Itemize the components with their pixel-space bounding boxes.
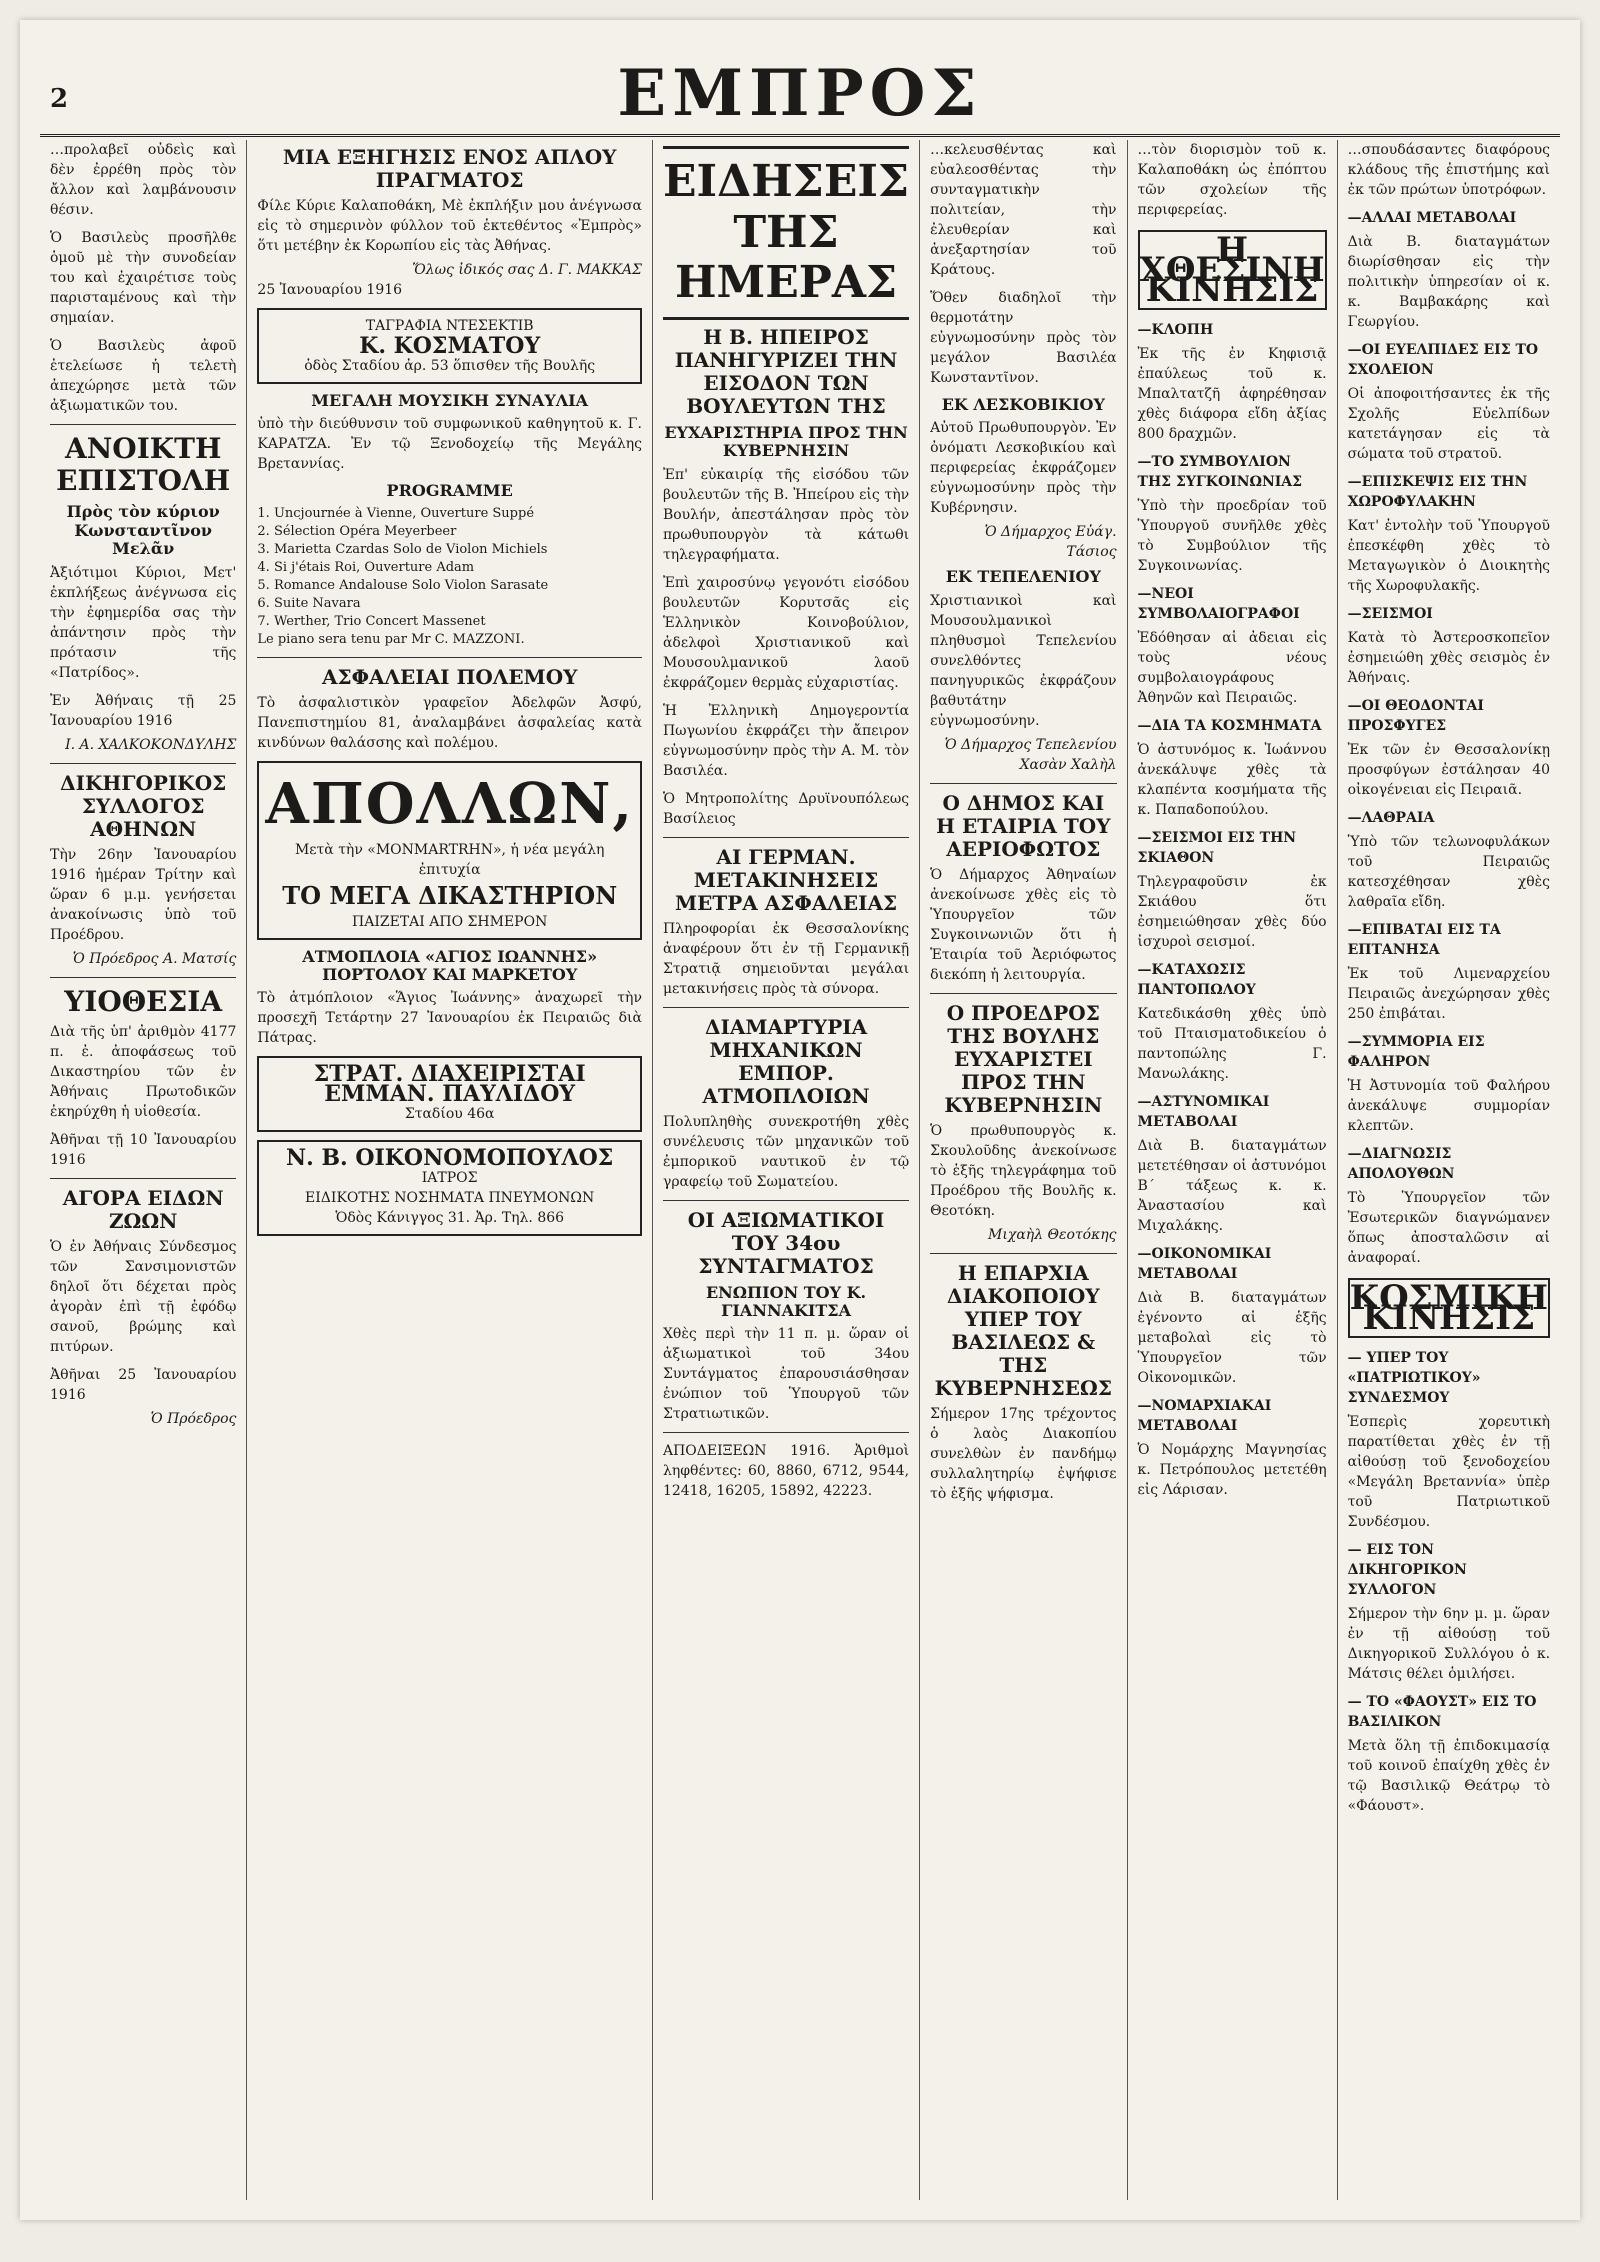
ad-doctor-address: Ὁδὸς Κάνιγγος 31. Ἀρ. Τηλ. 866 [335, 1210, 565, 1227]
article-text: Φίλε Κύριε Καλαποθάκη, Μὲ ἐκπλήξιν μου ἀνέγνωσα εἰς τὸ σημερινὸν φύλλον τοῦ ἐκτεθέντος «Ἐμπρὸς» ὅτι μετέβην ἐκ Κορωπίου εἰς τὰς Ἀθήνας. [257, 198, 642, 254]
headline-lawyers: ΔΙΚΗΓΟΡΙΚΟΣ ΣΥΛΛΟΓΟΣ ΑΘΗΝΩΝ [60, 770, 227, 841]
ad-name: Κ. ΚΟΣΜΑΤΟΥ [359, 333, 541, 359]
column-4 [920, 140, 1127, 2200]
ad-strat-title: ΣΤΡΑΤ. ΔΙΑΧΕΙΡΙΣΤΑΙ [313, 1061, 586, 1088]
article-text: Χθὲς περὶ τὴν 11 π. μ. ὥραν οἱ ἀξιωματικοὶ τοῦ 34ου Συντάγματος ἐπαρουσιάσθησαν ἐνώπιον τοῦ Ὑπουργοῦ τῶν Στρατιωτικῶν. [662, 1326, 910, 1423]
article-text: Ἐπ' εὐκαιρίᾳ τῆς εἰσόδου τῶν βουλευτῶν τῆς Β. Ἠπείρου εἰς τὴν Βουλήν, ἀπεστάλησαν πρὸς τὸν πρωθυπουργὸν τὰ κάτωθι τηλεγραφήματα. [662, 466, 910, 563]
article-date: Ἐν Ἀθήναις τῇ 25 Ἰανουαρίου 1916 [50, 692, 237, 729]
news-item-heading: —ΟΙ ΕΥΕΛΠΙΔΕΣ ΕΙΣ ΤΟ ΣΧΟΛΕΙΟΝ [1347, 342, 1539, 378]
article-signature: Ι. Α. ΧΑΛΚΟΚΟΝΔΥΛΗΣ [65, 736, 237, 753]
news-item-heading: —ΕΠΙΒΑΤΑΙ ΕΙΣ ΤΑ ΕΠΤΑΝΗΣΑ [1347, 922, 1501, 958]
column-2 [247, 140, 653, 2200]
divider [663, 1432, 909, 1433]
divider [930, 993, 1116, 994]
news-item-text: Οἱ ἀποφοιτήσαντες ἐκ τῆς Σχολῆς Εὐελπίδων κατετάγησαν εἰς τὰ σώματα τοῦ στρατοῦ. [1347, 386, 1551, 462]
ad-apollon [257, 761, 642, 940]
news-item-text: Ὁ Νομάρχης Μαγνησίας κ. Πετρόπουλος μετετέθη εἰς Λάρισαν. [1137, 1442, 1327, 1498]
article-signature: Μιχαὴλ Θεοτόκης [988, 1226, 1117, 1243]
headline-speaker: Ο ΠΡΟΕΔΡΟΣ ΤΗΣ ΒΟΥΛΗΣ ΕΥΧΑΡΙΣΤΕΙ ΠΡΟΣ ΤΗΝ ΚΥΒΕΡΝΗΣΙΝ [944, 1000, 1103, 1117]
news-item-heading: —ΝΟΜΑΡΧΙΑΚΑΙ ΜΕΤΑΒΟΛΑΙ [1137, 1398, 1272, 1434]
news-item-text: Ἐκ τῶν ἐν Θεσσαλονίκῃ προσφύγων ἐστάλησαν 40 οἰκογένειαι εἰς Πειραιᾶ. [1347, 742, 1551, 798]
article-text: Τὴν 26ην Ἰανουαρίου 1916 ἡμέραν Τρίτην καὶ ὥραν 6 μ.μ. γενήσεται ἀνακοίνωσις ὑπὸ τοῦ Προέδρου. [50, 846, 237, 943]
news-item-text: Ἡ Ἀστυνομία τοῦ Φαλήρου ἀνεκάλυψε συμμορίαν κλεπτῶν. [1347, 1078, 1551, 1134]
headline-kinisis: Η ΧΘΕΣΙΝΗ ΚΙΝΗΣΙΣ [1139, 230, 1325, 310]
news-item-heading: — ΤΟ «ΦΑΟΥΣΤ» ΕΙΣ ΤΟ ΒΑΣΙΛΙΚΟΝ [1347, 1694, 1537, 1730]
article-text: Αὐτοῦ Πρωθυπουργὸν. Ἐν ὀνόματι Λεσκοβικίου καὶ περιφερείας ἐκφράζομεν εὐγνωμοσύνην πρὸς τὴν Κυβέρνησιν. [930, 420, 1117, 517]
news-item-heading: —ΝΕΟΙ ΣΥΜΒΟΛΑΙΟΓΡΑΦΟΙ [1137, 586, 1300, 622]
ad-doctor-spec: ΕΙΔΙΚΟΤΗΣ ΝΟΣΗΜΑΤΑ ΠΝΕΥΜΟΝΩΝ [305, 1190, 595, 1207]
article-signature: Ὅλως ἰδικός σας Δ. Γ. ΜΑΚΚΑΣ [412, 262, 642, 278]
headline-explanation: ΜΙΑ ΕΞΗΓΗΣΙΣ ΕΝΟΣ ΑΠΛΟΥ ΠΡΑΓΜΑΤΟΣ [282, 145, 617, 192]
news-item-heading: —ΔΙΑΓΝΩΣΙΣ ΑΠΟΛΟΥΘΩΝ [1347, 1146, 1455, 1182]
ad-apollon-name: ΤΟ ΜΕΓΑ ΔΙΚΑΣΤΗΡΙΟΝ [282, 880, 618, 910]
news-item-heading: —ΔΙΑ ΤΑ ΚΟΣΜΗΜΑΤΑ [1137, 718, 1322, 734]
headline-main: ΕΙΔΗΣΕΙΣ ΤΗΣ ΗΜΕΡΑΣ [663, 146, 909, 320]
news-item-text: Σήμερον τὴν 6ην μ. μ. ὥραν ἐν τῇ αἰθούσῃ τοῦ Δικηγορικοῦ Συλλόγου ὁ κ. Μάτσις θέλει ὁμιλήσει. [1347, 1606, 1551, 1682]
news-item-heading: —ΟΙ ΘΕΟΔΟΝΤΑΙ ΠΡΟΣΦΥΓΕΣ [1347, 698, 1484, 734]
headline-eparchy: Η ΕΠΑΡΧΙΑ ΔΙΑΚΟΠΟΙΟΥ ΥΠΕΡ ΤΟΥ ΒΑΣΙΛΕΩΣ & ΤΗΣ ΚΥΒΕΡΝΗΣΕΩΣ [934, 1260, 1112, 1400]
headline-insurance: ΑΣΦΑΛΕΙΑΙ ΠΟΛΕΜΟΥ [321, 664, 578, 689]
article-text: Ὁ πρωθυπουργὸς κ. Σκουλοῦδης ἀνεκοίνωσε τὸ ἑξῆς τηλεγράφημα τοῦ Προέδρου τῆς Βουλῆς κ. Θεοτόκη. [930, 1122, 1117, 1219]
article-text: Χριστιανικοὶ καὶ Μουσουλμανικοὶ πληθυσμοὶ Τεπελενίου συνελθόντες πανηγυρικῶς ἐκφράζουν βαθυτάτην εὐγνωμοσύνην. [930, 592, 1117, 729]
article-text: Σήμερον 17ης τρέχοντος ὁ λαὸς Διακοπίου συνελθὼν ἐν πανδήμῳ συλλαλητηρίῳ ἐψήφισε τὸ ἑξῆς ψήφισμα. [930, 1405, 1117, 1502]
article-signature: Ὁ Πρόεδρος Α. Ματσίς [72, 950, 237, 967]
news-item-heading: —ΣΕΙΣΜΟΙ [1347, 606, 1433, 622]
program-item: 7. Werther, Trio Concert Massenet [257, 613, 486, 629]
divider [930, 783, 1116, 784]
news-item-heading: —ΚΛΟΠΗ [1137, 322, 1214, 338]
headline-demos: Ο ΔΗΜΟΣ ΚΑΙ Η ΕΤΑΙΡΙΑ ΤΟΥ ΑΕΡΙΟΦΩΤΟΣ [936, 790, 1111, 861]
headline-market: ΑΓΟΡΑ ΕΙΔΩΝ ΖΩΩΝ [62, 1185, 224, 1233]
article-date: Ἀθῆναι 25 Ἰανουαρίου 1916 [50, 1366, 237, 1403]
news-item-text: Ἐδόθησαν αἱ ἀδειαι εἰς τοὺς νέους συμβολαιογράφους Ἀθηνῶν καὶ Πειραιῶς. [1137, 630, 1327, 706]
news-item-text: Ἐκ τοῦ Λιμεναρχείου Πειραιῶς ἀνεχώρησαν χθὲς 250 ἐπιβάται. [1347, 966, 1551, 1022]
divider [257, 657, 642, 658]
divider [663, 1007, 909, 1008]
program-item: 6. Suite Navara [257, 595, 361, 611]
page-number: 2 [50, 84, 69, 114]
ad-paylidou-name: ΕΜΜΑΝ. ΠΑΥΛΙΔΟΥ [324, 1081, 576, 1108]
article-text: …προλαβεῖ οὐδεὶς καὶ δὲν ἐρρέθη πρὸς τὸν ἄλλον καὶ λαμβάνουσιν θέσιν. [50, 142, 237, 218]
article-signature: Ὁ Δήμαρχος Τεπελενίου Χασὰν Χαλὴλ [944, 736, 1117, 773]
news-item-heading: —ΛΑΘΡΑΙΑ [1347, 810, 1435, 826]
masthead [40, 24, 1560, 137]
divider [50, 1178, 236, 1179]
news-item-text: Διὰ Β. διαταγμάτων μετετέθησαν οἱ ἀστυνόμοι Β΄ τάξεως κ. κ. Ἀναστασίου καὶ Μιχαλάκης. [1137, 1138, 1327, 1234]
article-text: Ὁ Δήμαρχος Ἀθηναίων ἀνεκοίνωσε χθὲς εἰς τὸ Ὑπουργεῖον τῶν Συγκοινωνιῶν ὅτι ἡ Ἑταιρία τοῦ Ἀεριόφωτος διεκόπη ἡ λειτουργία. [930, 866, 1117, 983]
article-date: 25 Ἰανουαρίου 1916 [257, 282, 403, 298]
article-signature: Ὁ Πρόεδρος [150, 1410, 237, 1427]
news-item-heading: —ΟΙΚΟΝΟΜΙΚΑΙ ΜΕΤΑΒΟΛΑΙ [1137, 1246, 1272, 1282]
article-text: Τὸ ἀτμόπλοιον «Ἅγιος Ἰωάννης» ἀναχωρεῖ τὴν προσεχῆ Τετάρτην 27 Ἰανουαρίου ἐκ Πειραιῶς διὰ Πάτρας. [257, 990, 642, 1047]
article-text: …κελευσθέντας καὶ εὐαλεοσθέντας τὴν συνταγματικὴν πολιτείαν, τὴν ἐλευθερίαν καὶ ἀνεξαρτησίαν τοῦ Κράτους. [930, 142, 1117, 278]
headline-officers: ΟΙ ΑΞΙΩΜΑΤΙΚΟΙ ΤΟΥ 34ου ΣΥΝΤΑΓΜΑΤΟΣ [687, 1207, 885, 1278]
article-text: Ἀξιότιμοι Κύριοι, Μετ' ἐκπλήξεως ἀνέγνωσα εἰς τὴν ἐφημερίδα σας τὴν ἀπάντησιν πρὸς τὴν πρότασιν τῆς «Πατρίδος». [50, 564, 237, 681]
divider [50, 977, 236, 978]
news-item-heading: —ΣΥΜΜΟΡΙΑ ΕΙΣ ΦΑΛΗΡΟΝ [1347, 1034, 1485, 1070]
divider [50, 424, 236, 425]
news-item-heading: —ΣΕΙΣΜΟΙ ΕΙΣ ΤΗΝ ΣΚΙΑΘΟΝ [1137, 830, 1297, 866]
columns [40, 140, 1560, 2200]
news-item-text: Τηλεγραφοῦσιν ἐκ Σκιάθου ὅτι ἐσημειώθησαν χθὲς δύο ἰσχυροὶ σεισμοί. [1137, 874, 1327, 950]
news-item-heading: —ΚΑΤΑΧΩΣΙΣ ΠΑΝΤΟΠΩΛΟΥ [1137, 962, 1256, 998]
article-text: ὑπὸ τὴν διεύθυνσιν τοῦ συμφωνικοῦ καθηγητοῦ κ. Γ. ΚΑΡΑΤΖΑ. Ἐν τῷ Ξενοδοχείῳ τῆς Μεγάλης Βρεταννίας. [257, 416, 642, 473]
article-text: Ἐπὶ χαιροσύνῳ γεγονότι εἰσόδου βουλευτῶν Κορυτσᾶς εἰς Ἑλληνικὸν Κοινοβούλιον, ἀδελφοὶ Χριστιανικοῦ καὶ Μουσουλμανικοῦ λαοῦ ἐκφράζομεν θερμὰς εὐχαριστίας. [662, 574, 910, 691]
article-text: …τὸν διορισμὸν τοῦ κ. Καλαποθάκη ὡς ἐπόπτου τῶν σχολείων τῆς περιφερείας. [1137, 142, 1327, 218]
program-item: 5. Romance Andalouse Solo Violon Sarasate [257, 577, 549, 593]
headline-mechanics: ΔΙΑΜΑΡΤΥΡΙΑ ΜΗΧΑΝΙΚΩΝ ΕΜΠΟΡ. ΑΤΜΟΠΛΟΙΩΝ [702, 1014, 870, 1108]
subhead-epirus: ΕΥΧΑΡΙΣΤΗΡΙΑ ΠΡΟΣ ΤΗΝ ΚΥΒΕΡΝΗΣΙΝ [664, 422, 908, 461]
ad-apollon-title: ΑΠΟΛΛΩΝ, [265, 770, 634, 837]
program-title: PROGRAMME [386, 481, 513, 501]
program-item: 4. Si j'étais Roi, Ouverture Adam [257, 559, 475, 575]
ad-doctor-role: ΙΑΤΡΟΣ [421, 1170, 478, 1187]
ad-apollon-sub: ΠΑΙΖΕΤΑΙ ΑΠΟ ΣΗΜΕΡΟΝ [352, 913, 548, 930]
column-1 [40, 140, 247, 2200]
program-list [257, 505, 642, 649]
ad-address: ὁδὸς Σταδίου ἀρ. 53 ὅπισθεν τῆς Βουλῆς [304, 358, 596, 374]
headline-adoption: ΥΙΟΘΕΣΙΑ [64, 984, 223, 1018]
ad-paylidou-address: Σταδίου 46α [404, 1106, 495, 1123]
article-text: Ὅθεν διαδηλοῖ τὴν θερμοτάτην εὐγνωμοσύνην πρὸς τὸν μεγάλον Βασιλέα Κωνσταντῖνον. [930, 290, 1117, 386]
headline-cosmic: ΚΟΣΜΙΚΗ ΚΙΝΗΣΙΣ [1349, 1278, 1549, 1338]
ad-doctor [257, 1140, 642, 1236]
news-item-text: Κατεδικάσθη χθὲς ὑπὸ τοῦ Πταισματοδικείου ὁ παντοπώλης Γ. Μανωλάκης. [1137, 1006, 1327, 1082]
news-item-heading: — ΕΙΣ ΤΟΝ ΔΙΚΗΓΟΡΙΚΟΝ ΣΥΛΛΟΓΟΝ [1347, 1542, 1467, 1598]
article-text: Ὁ ἐν Ἀθήναις Σύνδεσμος τῶν Σανσιμονιστῶν δηλοῖ ὅτι δέχεται πρὸς ἀγορὰν ἐπὶ τῇ ἐφόδῳ σανοῦ, βρώμης καὶ πιτύρων. [50, 1238, 237, 1355]
headline-music: ΜΕΓΑΛΗ ΜΟΥΣΙΚΗ ΣΥΝΑΥΛΙΑ [311, 391, 589, 410]
newspaper-title: ΕΜΠΡΟΣ [617, 56, 983, 131]
article-text: Ὁ Βασιλεὺς ἀφοῦ ἐτελείωσε ἡ τελετὴ ἀπεχώρησε μετὰ τῶν ἀξιωματικῶν του. [50, 338, 237, 414]
divider [930, 1253, 1116, 1254]
column-5 [1128, 140, 1338, 2200]
article-text: Πολυπληθὴς συνεκροτήθη χθὲς συνέλευσις τῶν μηχανικῶν τοῦ ἐμπορικοῦ ναυτικοῦ ἐν τῷ γραφείῳ τοῦ Σωματείου. [662, 1113, 910, 1190]
article-text: Διὰ τῆς ὑπ' ἀριθμὸν 4177 π. ἐ. ἀποφάσεως τοῦ Δικαστηρίου τῶν ἐν Ἀθήναις Πρωτοδικῶν ἐκηρύχθη ἡ υἱοθεσία. [50, 1023, 237, 1120]
program-item: 1. Uncjournée à Vienne, Ouverture Suppé [257, 505, 535, 521]
program-item: 3. Marietta Czardas Solo de Violon Michiels [257, 541, 548, 557]
column-6 [1338, 140, 1560, 2200]
headline-ship: ΑΤΜΟΠΛΟΙΑ «ΑΓΙΟΣ ΙΩΑΝΝΗΣ» ΠΟΡΤΟΛΟΥ ΚΑΙ ΜΑΡΚΕΤΟΥ [302, 946, 598, 984]
news-item-text: Ὑπὸ τὴν προεδρίαν τοῦ Ὑπουργοῦ συνῆλθε χθὲς τὸ Συμβούλιον τῆς Συγκοινωνίας. [1137, 498, 1327, 574]
column-3 [653, 140, 920, 2200]
news-item-heading: —ΕΠΙΣΚΕΨΙΣ ΕΙΣ ΤΗΝ ΧΩΡΟΦΥΛΑΚΗΝ [1347, 474, 1528, 510]
news-item-text: Κατὰ τὸ Ἀστεροσκοπεῖον ἐσημειώθη χθὲς σεισμὸς ἐν Ἀθήναις. [1347, 630, 1551, 686]
headline-open-letter: ΑΝΟΙΚΤΗ ΕΠΙΣΤΟΛΗ [56, 432, 231, 498]
article-text: Τὸ ἀσφαλιστικὸν γραφεῖον Ἀδελφῶν Ἀσφύ, Πανεπιστημίου 81, ἀναλαμβάνει ἀσφαλείας κατὰ κινδύνων θαλάσσης καὶ πολέμου. [257, 694, 642, 751]
headline-epirus: Η Β. ΗΠΕΙΡΟΣ ΠΑΝΗΓΥΡΙΖΕΙ ΤΗΝ ΕΙΣΟΔΟΝ ΤΩΝ ΒΟΥΛΕΥΤΩΝ ΤΗΣ [674, 324, 898, 418]
news-item-text: Ἑσπερὶς χορευτικὴ παρατίθεται χθὲς ἐν τῇ αἰθούσῃ τοῦ ξενοδοχείου «Μεγάλη Βρεταννία» ὑπὲρ τοῦ Πατριωτικοῦ Συνδέσμου. [1347, 1414, 1551, 1530]
program-item: Le piano sera tenu par Mr C. MAZZONI. [257, 631, 525, 647]
ad-title: ΤΑΓΡΑΦΙΑ ΝΤΕΣΕΚΤΙΒ [365, 318, 534, 334]
article-text: ΑΠΟΔΕΙΞΕΩΝ 1916. Ἀριθμοὶ ληφθέντες: 60, 8860, 6712, 9544, 12418, 16205, 15892, 42223. [662, 1443, 910, 1500]
news-item-text: Ὑπὸ τῶν τελωνοφυλάκων τοῦ Πειραιῶς κατεσχέθησαν χθὲς λαθραῖα εἴδη. [1347, 834, 1551, 910]
program-item: 2. Sélection Opéra Meyerbeer [257, 523, 457, 539]
news-item-text: Ὁ ἀστυνόμος κ. Ἰωάννου ἀνεκάλυψε χθὲς τὰ κλαπέντα κοσμήματα τῆς κ. Παπαδοπούλου. [1137, 742, 1327, 818]
ad-apollon-text: Μετὰ τὴν «MONMARTRHN», ἡ νέα μεγάλη ἐπιτυχία [294, 841, 605, 878]
headline-tepeleni: ΕΚ ΤΕΠΕΛΕΝΙΟΥ [945, 567, 1101, 587]
news-item-text: Κατ' ἐντολὴν τοῦ Ὑπουργοῦ ἐπεσκέφθη χθὲς τὸ Μεταγωγικὸν ὁ Διοικητὴς τῆς Χωροφυλακῆς. [1347, 518, 1551, 594]
ad-doctor-name: Ν. Β. ΟΙΚΟΝΟΜΟΠΟΥΛΟΣ [286, 1145, 614, 1172]
news-item-text: Διὰ Β. διαταγμάτων διωρίσθησαν εἰς τὴν πολιτικὴν ὑπηρεσίαν οἱ κ. κ. Βαμβακάρης καὶ Γεωργίου. [1347, 234, 1551, 330]
article-text: Ἡ Ἐλληνικὴ Δημογεροντία Πωγωνίου ἐκφράζει τὴν ἄπειρον εὐγνωμοσύνην πρὸς τὴν Α. Μ. τὸν Βασιλέα. [662, 702, 910, 779]
article-text: Ὁ Μητροπολίτης Δρυϊνουπόλεως Βασίλειος [662, 790, 910, 827]
open-letter-recipient: Πρὸς τὸν κύριον Κωνσταντῖνον Μελᾶν [66, 502, 220, 559]
news-item-text: Ἐκ τῆς ἐν Κηφισιᾷ ἐπαύλεως τοῦ κ. Μπαλτατζῆ ἀφηρέθησαν χθὲς διάφορα εἴδη ἀξίας 800 δραχμῶν. [1137, 346, 1327, 442]
divider [663, 837, 909, 838]
ad-strat [257, 1056, 642, 1132]
news-item-text: Διὰ Β. διαταγμάτων ἐγένοντο αἱ ἑξῆς μεταβολαὶ εἰς τὸ Ὑπουργεῖον τῶν Οἰκονομικῶν. [1137, 1290, 1327, 1386]
article-signature: Ὁ Δήμαρχος Εὐάγ. Τάσιος [984, 524, 1117, 561]
news-item-heading: —ΑΣΤΥΝΟΜΙΚΑΙ ΜΕΤΑΒΟΛΑΙ [1137, 1094, 1270, 1130]
article-date: Ἀθῆναι τῇ 10 Ἰανουαρίου 1916 [50, 1131, 237, 1168]
news-item-text: Τὸ Ὑπουργεῖον τῶν Ἐσωτερικῶν διαγνώμανεν ὅπως ἀποσταλῶσιν αἱ ἀναφοραί. [1347, 1190, 1551, 1266]
news-item-heading: — ΥΠΕΡ ΤΟΥ «ΠΑΤΡΙΩΤΙΚΟΥ» ΣΥΝΔΕΣΜΟΥ [1347, 1350, 1481, 1406]
news-item-heading: —ΑΛΛΑΙ ΜΕΤΑΒΟΛΑΙ [1347, 210, 1517, 226]
news-item-text: Μετὰ ὅλη τῇ ἐπιδοκιμασίᾳ τοῦ κοινοῦ ἐπαίχθη χθὲς ἐν τῷ Βασιλικῷ Θεάτρῳ τὸ «Φάουστ». [1347, 1738, 1551, 1814]
headline-germans: ΑΙ ΓΕΡΜΑΝ. ΜΕΤΑΚΙΝΗΣΕΙΣ ΜΕΤΡΑ ΑΣΦΑΛΕΙΑΣ [674, 844, 898, 915]
article-text: Πληροφορίαι ἐκ Θεσσαλονίκης ἀναφέρουν ὅτι ἐν τῇ Γερμανικῇ Στρατιᾷ σημειοῦνται μεγάλαι μετακινήσεις πρὸς τὰ σύνορα. [662, 920, 910, 997]
newspaper-page [20, 20, 1580, 2220]
divider [50, 763, 236, 764]
divider [663, 1200, 909, 1201]
ad-typography [257, 308, 642, 384]
article-text: Ὁ Βασιλεὺς προσῆλθε ὁμοῦ μὲ τὴν συνοδείαν του καὶ ἐχαιρέτισε τοὺς παρισταμένους καὶ τὴν σημαίαν. [50, 230, 237, 326]
subhead-officers: ΕΝΩΠΙΟΝ ΤΟΥ Κ. ΓΙΑΝΝΑΚΙΤΣΑ [705, 1282, 867, 1320]
news-item-heading: —ΤΟ ΣΥΜΒΟΥΛΙΟΝ ΤΗΣ ΣΥΓΚΟΙΝΩΝΙΑΣ [1137, 454, 1303, 490]
headline-leskovik: ΕΚ ΛΕΣΚΟΒΙΚΙΟΥ [941, 395, 1105, 414]
article-text: …σπουδάσαντες διαφόρους κλάδους τῆς ἐπιστήμης καὶ ἐκ τῶν πρώτων ὑποτρόφων. [1347, 142, 1551, 198]
